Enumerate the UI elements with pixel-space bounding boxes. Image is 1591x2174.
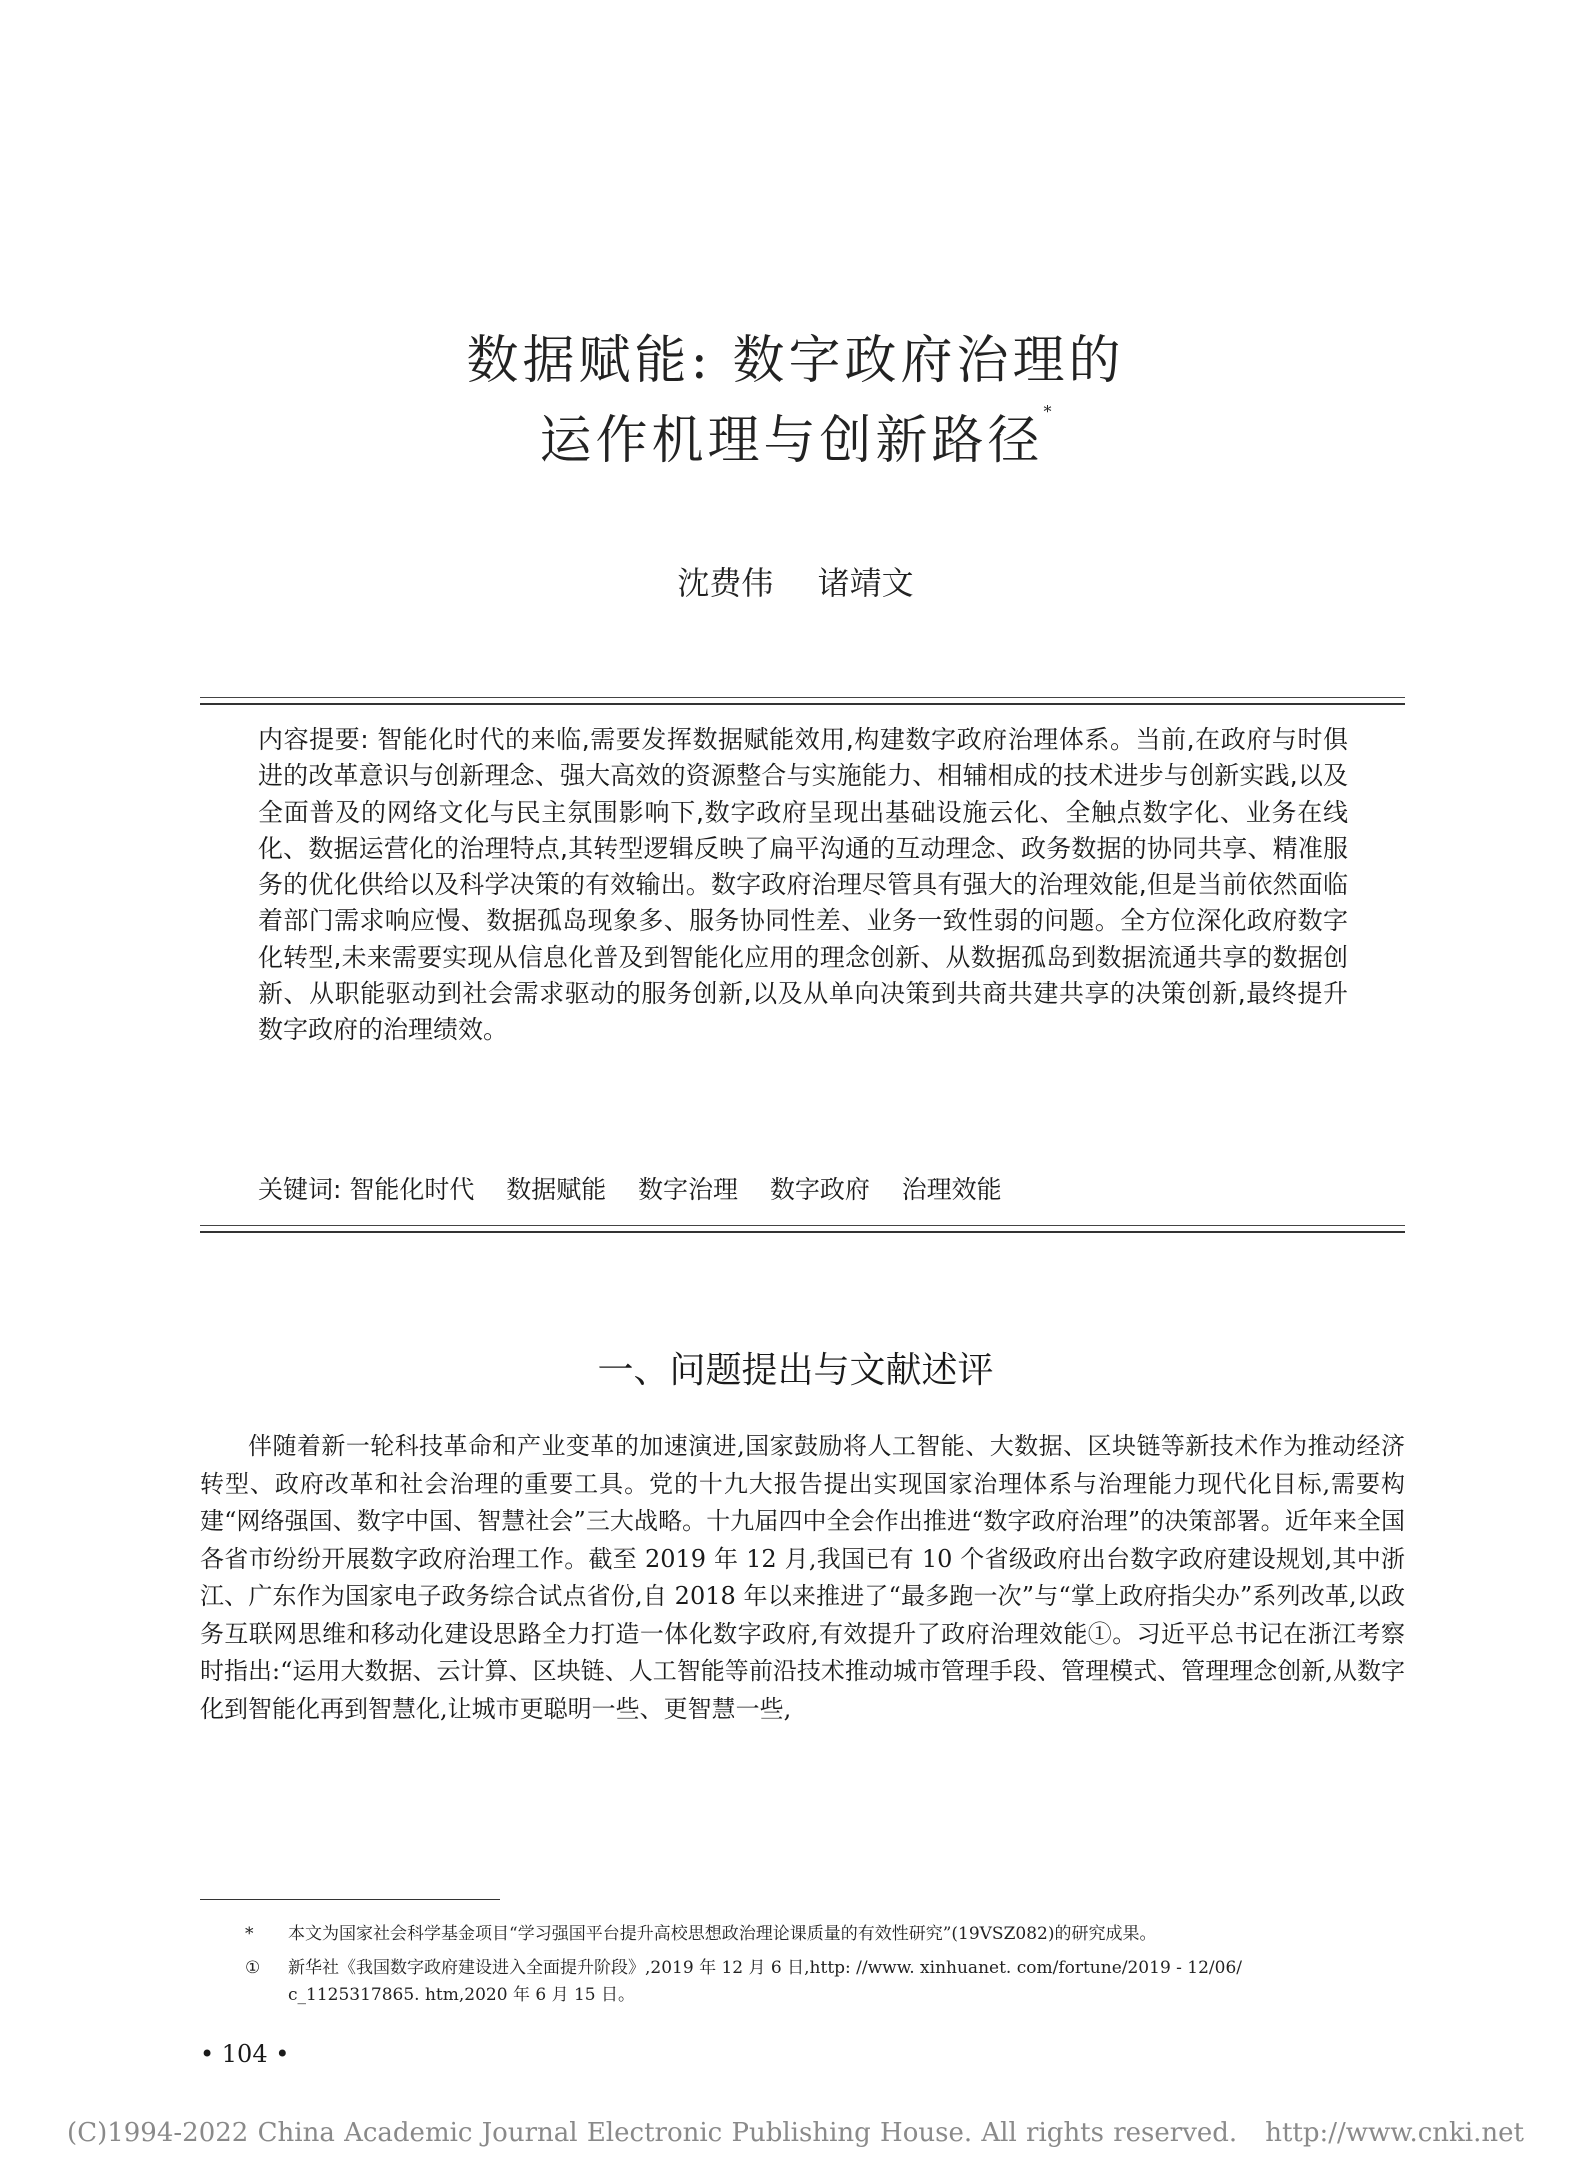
keywords-label: 关键词: [258,1175,342,1204]
title-line-1: 数据赋能: 数字政府治理的 [466,331,1125,391]
abstract-top-rule-2 [200,703,1405,705]
abstract [258,722,1348,1049]
footnote-2: ① 新华社《我国数字政府建设进入全面提升阶段》,2019 年 12 月 6 日,http: //www. xinhuanet. com/fortune/2019 - 12/06/ c_1125317865. htm,2020 年 6 月 15 日。 [245,1955,1405,2009]
keyword: 治理效能 [901,1175,1002,1204]
cnki-link[interactable]: http://www.cnki.net [1265,2118,1524,2148]
footnote-mark: ① [245,1958,261,1978]
section-heading: 一、问题提出与文献述评 [597,1350,994,1391]
keywords [258,1170,1348,1206]
footnote-1: * 本文为国家社会科学基金项目“学习强国平台提升高校思想政治理论课质量的有效性研究”(19VSZ082)的研究成果。 [245,1921,1405,1948]
keyword: 数字治理 [638,1175,739,1204]
copyright-line: (C)1994-2022 China Academic Journal Electronic Publishing House. All rights reserved. http://www.cnki.net [67,2118,1524,2148]
footnote-mark: * [245,1924,254,1944]
body-paragraph: 伴随着新一轮科技革命和产业变革的加速演进,国家鼓励将人工智能、大数据、区块链等新技术作为推动经济转型、政府改革和社会治理的重要工具。党的十九大报告提出实现国家治理体系与治理能力现代化目标,需要构建“网络强国、数字中国、智慧社会”三大战略。十九届四中全会作出推进“数字政府治理”的决策部署。近年来全国各省市纷纷开展数字政府治理工作。截至 2019 年 12 月,我国已有 10 个省级政府出台数字政府建设规划,其中浙江、广东作为国家电子政务综合试点省份,自 2018 年以来推进了“最多跑一次”与“掌上政府指尖办”系列改革,以政务互联网思维和移动化建设思路全力打造一体化数字政府,有效提升了政府治理效能①。习近平总书记在浙江考察时指出:“运用大数据、云计算、区块链、人工智能等前沿技术推动城市管理手段、管理模式、管理理念创新,从数字化到智能化再到智慧化,让城市更聪明一些、更智慧一些, [200,1432,1405,1723]
title-footnote-mark: * [1043,402,1052,421]
footnote-rule [200,1899,500,1900]
abstract-text: 智能化时代的来临,需要发挥数据赋能效用,构建数字政府治理体系。当前,在政府与时俱进的改革意识与创新理念、强大高效的资源整合与实施能力、相辅相成的技术进步与创新实践,以及全面普及的网络文化与民主氛围影响下,数字政府呈现出基础设施云化、全触点数字化、业务在线化、数据运营化的治理特点,其转型逻辑反映了扁平沟通的互动理念、政务数据的协同共享、精准服务的优化供给以及科学决策的有效输出。数字政府治理尽管具有强大的治理效能,但是当前依然面临着部门需求响应慢、数据孤岛现象多、服务协同性差、业务一致性弱的问题。全方位深化政府数字化转型,未来需要实现从信息化普及到智能化应用的理念创新、从数据孤岛到数据流通共享的数据创新、从职能驱动到社会需求驱动的服务创新,以及从单向决策到共商共建共享的决策创新,最终提升数字政府的治理绩效。 [258,725,1348,1045]
keyword: 数字政府 [769,1175,870,1204]
abstract-top-rule [200,697,1405,698]
abstract-bottom-rule-2 [200,1231,1405,1233]
authors: 沈费伟 诸靖文 [677,564,914,602]
keyword: 智能化时代 [349,1175,475,1204]
title-line-2: 运作机理与创新路径* [539,402,1052,471]
abstract-label: 内容提要: [258,725,369,754]
page-number: • 104 • [200,2040,290,2068]
abstract-bottom-rule [200,1225,1405,1226]
keyword: 数据赋能 [506,1175,607,1204]
